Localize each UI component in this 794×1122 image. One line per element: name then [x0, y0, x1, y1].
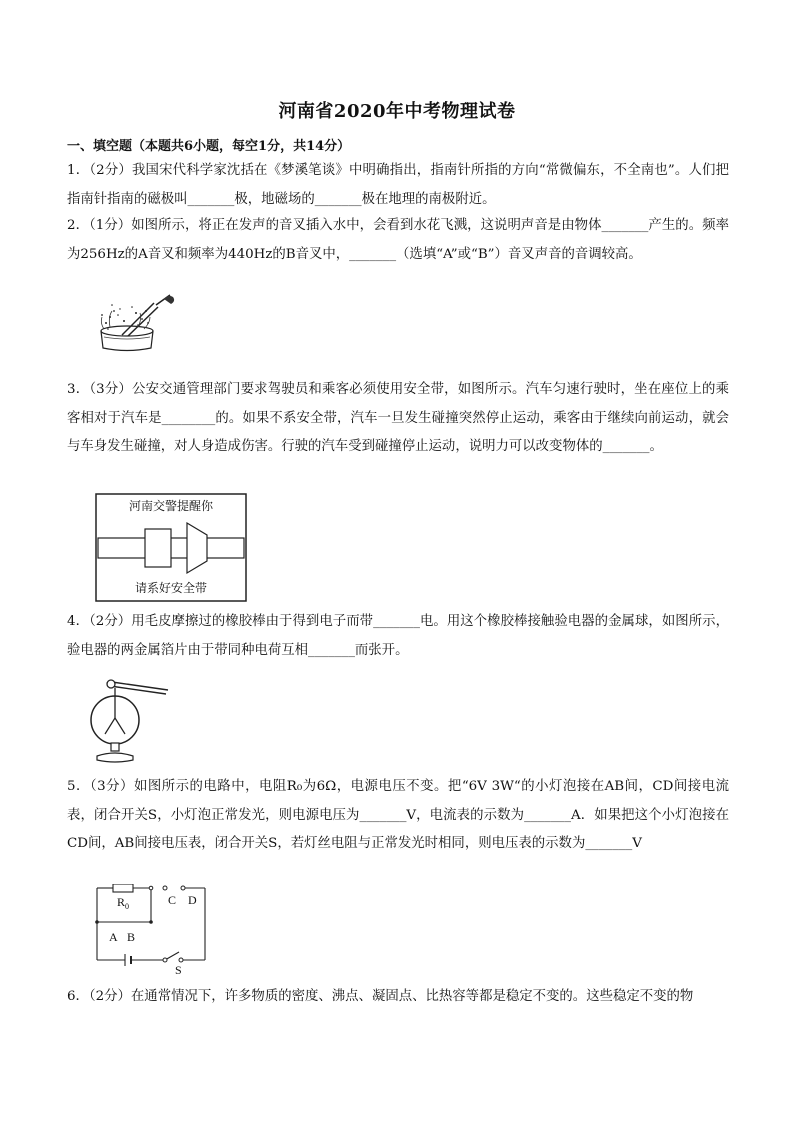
question-4 — [67, 608, 729, 665]
question-score: （3分） — [89, 382, 132, 397]
question-text: 用毛皮摩擦过的橡胶棒由于得到电子而带_______电。用这个橡胶棒接触验电器的金属球，如图所示，验电器的两金属箔片由于带同种电荷互相_______而张开。 — [67, 614, 729, 658]
section-heading: 一、填空题（本题共6小题，每空1分，共14分） — [67, 139, 351, 154]
seatbelt-sign-figure — [95, 493, 247, 603]
question-number: 5． — [67, 779, 90, 794]
label-r0: $R_0$ — [117, 895, 130, 911]
label-b: B — [127, 930, 136, 944]
sign-top-text: 河南交警提醒你 — [128, 499, 214, 513]
resistor-r0 — [113, 884, 133, 892]
label-c: C — [168, 893, 177, 907]
metal-ball — [107, 680, 115, 688]
rubber-rod — [110, 686, 166, 694]
question-3 — [67, 376, 729, 462]
tuning-fork-water-figure — [92, 293, 182, 353]
question-score: （2分） — [88, 989, 131, 1004]
question-text: 我国宋代科学家沈括在《梦溪笔谈》中明确指出，指南针所指的方向“常微偏东，不全南也”。人们把指南针指南的磁极叫_______极，地磁场的_______极在地理的南极附近。 — [67, 163, 729, 207]
terminal-d — [181, 886, 185, 890]
terminal-b — [149, 920, 153, 924]
question-5 — [67, 773, 729, 859]
question-text: 在通常情况下，许多物质的密度、沸点、凝固点、比热容等都是稳定不变的。这些稳定不变的物 — [130, 989, 694, 1004]
question-score: （2分） — [89, 614, 132, 629]
electroscope-figure — [83, 672, 173, 764]
page-title: 河南省2020年中考物理试卷 — [278, 101, 516, 122]
question-number: 2． — [67, 218, 90, 233]
question-score: （2分） — [89, 163, 132, 178]
electroscope-base — [97, 753, 133, 762]
sign-bottom-text: 请系好安全带 — [134, 581, 208, 595]
question-number: 1． — [67, 163, 90, 178]
terminal-junction — [149, 886, 153, 890]
question-number: 6． — [67, 989, 89, 1004]
belt-buckle — [145, 529, 171, 567]
question-number: 4． — [67, 614, 90, 629]
question-score: （3分） — [89, 779, 134, 794]
question-6 — [67, 983, 729, 1012]
question-1 — [67, 157, 729, 214]
question-text: 如图所示，将正在发声的音叉插入水中，会看到水花飞溅，这说明声音是由物体_______产生的。频率为256Hz的A音叉和频率为440Hz的B音叉中，_______（选填“A”或“B”）音叉声音的音调较高。 — [67, 218, 729, 262]
terminal-c — [163, 886, 167, 890]
label-s: S — [175, 963, 182, 976]
terminal-a — [95, 920, 99, 924]
question-number: 3． — [67, 382, 90, 397]
question-2 — [67, 212, 729, 269]
question-score: （1分） — [89, 218, 132, 233]
label-a: A — [109, 930, 118, 944]
question-text: 公安交通管理部门要求驾驶员和乘客必须使用安全带，如图所示。汽车匀速行驶时，坐在座位上的乘客相对于汽车是________的。如果不系安全带，汽车一旦发生碰撞突然停止运动，乘客由于继续向前运动，就会与车身发生碰撞，对人身造成伤害。行驶的汽车受到碰撞停止运动，说明力可以改变物体的_______。 — [67, 382, 729, 454]
label-d: D — [188, 893, 197, 907]
question-text: 如图所示的电路中，电阻R₀为6Ω，电源电压不变。把“6V 3W“的小灯泡接在AB间，CD间接电流表，闭合开关S，小灯泡正常发光，则电源电压为_______V，电流表的示数为_______A．如果把这个小灯泡接在CD间，AB间接电压表，闭合开关S，若灯丝电阻与正常发光时相同，则电压表的示数为_______V — [67, 779, 729, 851]
circuit-figure — [93, 884, 218, 976]
